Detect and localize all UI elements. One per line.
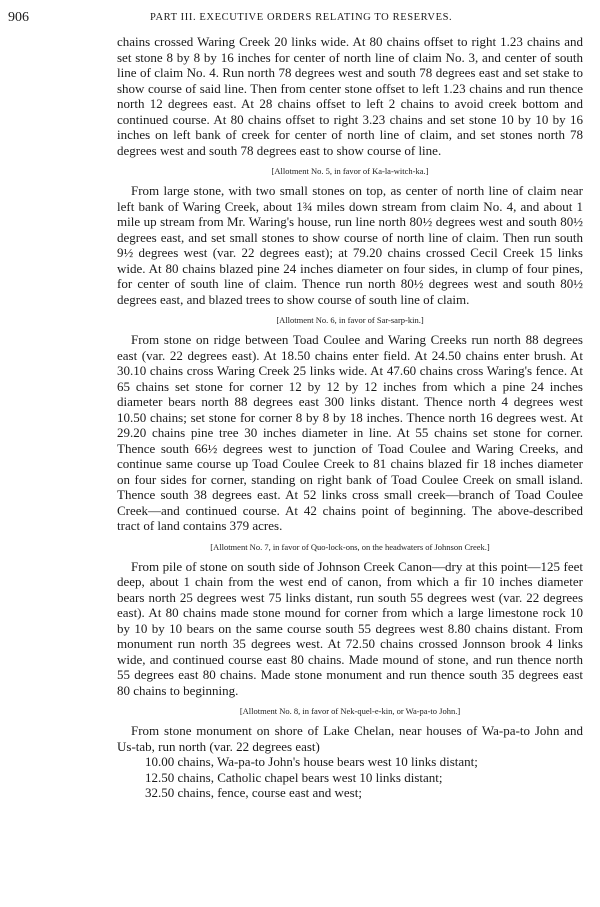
paragraph-allotment-7: From pile of stone on south side of Johnson Creek Canon—dry at this point—125 feet deep, about 1 chain from the west end of canon, from which a fir 10 inches diameter bears north 25 degrees west 75 links distant, run south 55 degrees west (var. 22 degrees east). At 80 chains made stone mound for corner from which a large limestone rock 10 by 10 by 10 bears on the same course south 55 degrees west 8.80 chains distant. From monument run north 35 degrees west. At 72.50 chains crossed Jonnson brook 4 links wide, and continued course east 80 chains. Made mound of stone, and run thence north 55 degrees east 80 chains. Made stone monument and run thence south 35 degrees east 80 chains to beginning. (117, 558, 583, 698)
route-item: 10.00 chains, Wa-pa-to John's house bears west 10 links distant; (145, 754, 478, 769)
allotment-8-caption: [Allotment No. 8, in favor of Nek-quel-e-kin, or Wa-pa-to John.] (239, 706, 461, 716)
page-number: 906 (8, 10, 29, 25)
paragraph-allotment-5: From large stone, with two small stones on top, as center of north line of claim near left bank of Waring Creek, about 1¾ miles down stream from claim No. 4, and about 1 mile up stream from Mr. Waring's house, run line north 80½ degrees west and south 80½ degrees east, and set small stones to show course of north line of claim. Then run south 9½ degrees west (var. 22 degrees east); at 79.20 chains crossed Cecil Creek 15 links wide. At 80 chains blazed pine 24 inches diameter on four sides, in clump of four pines, for center of south line of claim. Thence run north 80½ degrees west and south 80½ degrees east, and blazed trees to show course of south line of claim. (117, 183, 583, 307)
page-body (117, 34, 583, 801)
paragraph-allotment-8: From stone monument on shore of Lake Chelan, near houses of Wa-pa-to John and Us-tab, run north (var. 22 degrees east) (117, 723, 583, 754)
page-header (0, 0, 600, 30)
allotment-5-caption: [Allotment No. 5, in favor of Ka-la-witch-ka.] (271, 166, 429, 176)
allotment-7-caption: [Allotment No. 7, in favor of Quo-lock-ons, on the headwaters of Johnson Creek.] (210, 541, 490, 552)
route-item: 32.50 chains, fence, course east and west; (145, 785, 362, 800)
paragraph-allotment-4-continued: chains crossed Waring Creek 20 links wide. At 80 chains offset to right 1.23 chains and set stone 8 by 8 by 16 inches for center of north line of claim No. 3, and center of south line of claim No. 4. Run north 78 degrees west and south 78 degrees east and set stake to show course of said line. Then from center stone offset to left 1.23 chains and run thence north 12 degrees east. At 28 chains offset to left 2 chains to avoid creek bottom and continued course. At 80 chains offset to right 3.23 chains and set stone 10 by 10 by 16 inches on left bank of creek for center of north line of claim, and set stones north 78 degrees west and south 78 degrees east to show course of line. (117, 34, 583, 158)
route-item: 12.50 chains, Catholic chapel bears west 10 links distant; (145, 769, 443, 785)
allotment-6-caption: [Allotment No. 6, in favor of Sar-sarp-kin.] (276, 315, 424, 325)
paragraph-allotment-6: From stone on ridge between Toad Coulee and Waring Creeks run north 88 degrees east (var. 22 degrees east). At 18.50 chains enter field. At 24.50 chains enter brush. At 30.10 chains cross Waring Creek 25 links wide. At 47.60 chains cross Waring's fence. At 65 chains set stone for corner 12 by 12 by 12 inches from which a pine 24 inches diameter bears north 88 degrees east 300 links distant. Thence north 4 degrees west 10.50 chains; set stone for corner 8 by 8 by 18 inches. Thence north 16 degrees west. At 29.20 chains pine tree 30 inches diameter in line. At 55 chains set stone for corner. Thence south 66½ degrees west to junction of Toad Coulee and Waring Creeks, and continue same course up Toad Coulee Creek to 81 chains blazed fir 18 inches diameter on four sides for corner, standing on right bank of Toad Coulee Creek on small island. Thence south 38 degrees east. At 52 links cross small creek—branch of Toad Coulee Creek—and continued course. At 42 chains point of beginning. The above-described tract of land contains 379 acres. (117, 332, 583, 533)
running-head: PART III. EXECUTIVE ORDERS RELATING TO RESERVES. (150, 12, 453, 23)
